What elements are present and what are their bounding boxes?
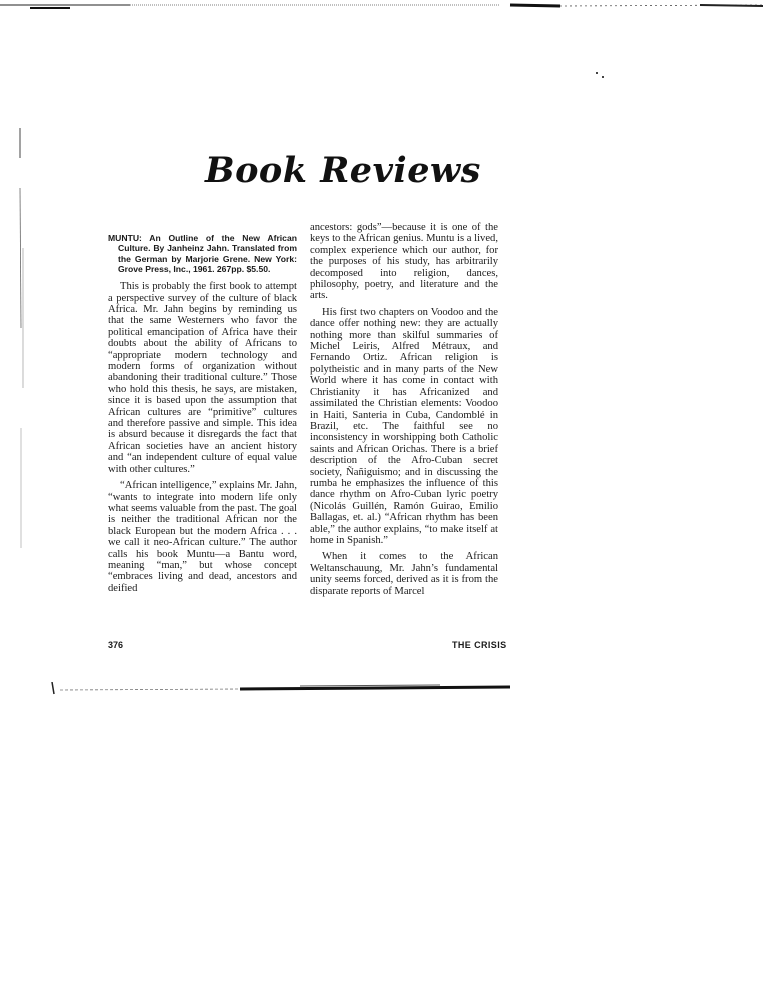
paragraph: His first two chapters on Voodoo and the dance offer nothing new: they are actually nothing more than skilful summaries of Michel Leiris, Alfred Métraux, and Fernando Ortiz. African religion is polytheistic and in many parts of the New World where it has come in contact with Christianity it has Africanized and assimilated the Christian elements: Voodoo in Haiti, Santeria in Cuba, Candomblé in Brazil, etc. The faithful see no inconsistency in worshipping both Catholic saints and African Orichas. There is a brief description of the Afro-Cuban secret society, Ñañiguismo; and in discussing the rumba he emphasizes the influence of this dance rhythm on Afro-Cuban lyric poetry (Nicolás Guillén, Ramón Guirao, Emilio Ballagas, et. al.) “African rhythm has been able,” the author explains, “to make itself at home in Spanish.” — [310, 306, 498, 546]
paragraph: When it comes to the African Weltanschauung, Mr. Jahn’s fundamental unity seems forced, derived as it is from the disparate reports of Marcel — [310, 551, 498, 597]
paragraph: “African intelligence,” explains Mr. Jahn, “wants to integrate into modern life only what seems valuable from the past. The goal is neither the traditional African nor the black European but the modern Africa . . . we call it neo-African culture.” The author calls his book Muntu—a Bantu word, meaning “man,” but whose concept “embraces living and dead, ancestors and deified — [108, 480, 297, 594]
journal-name: THE CRISIS — [452, 640, 507, 650]
scan-edge-top — [0, 0, 763, 14]
bibliographic-entry: MUNTU: An Outline of the New African Culture. By Janheinz Jahn. Translated from the German by Marjorie Grene. New York: Grove Press, Inc., 1961. 267pp. $5.50. — [108, 233, 297, 274]
scan-edge-left — [16, 128, 28, 548]
scan-speck — [602, 76, 604, 78]
paragraph: ancestors: gods”—because it is one of the keys to the African genius. Muntu is a lived, complex experience which our author, for the purposes of his study, has arbitrarily decomposed into religion, dances, philosophy, poetry, and literature and the arts. — [310, 222, 498, 302]
left-column — [108, 233, 297, 599]
scan-speck — [596, 72, 598, 74]
scan-edge-bottom — [40, 682, 520, 696]
page-number: 376 — [108, 640, 124, 650]
paragraph: This is probably the first book to attempt a perspective survey of the culture of black Africa. Mr. Jahn begins by reminding us that the same Westerners who favor the political emancipation of Africa have their doubts about the ability of Africans to “appropriate modern technology and modern forms of organization without abandoning their traditional culture.” Those who hold this thesis, he says, are mistaken, since it is based upon the assumption that African cultures are “primitive” cultures and therefore passive and simple. This idea is absurd because it disregards the fact that African societies have an ancient history and “an independent culture of equal value with other cultures.” — [108, 281, 297, 475]
right-column — [310, 222, 498, 602]
page-heading: Book Reviews — [205, 150, 481, 191]
